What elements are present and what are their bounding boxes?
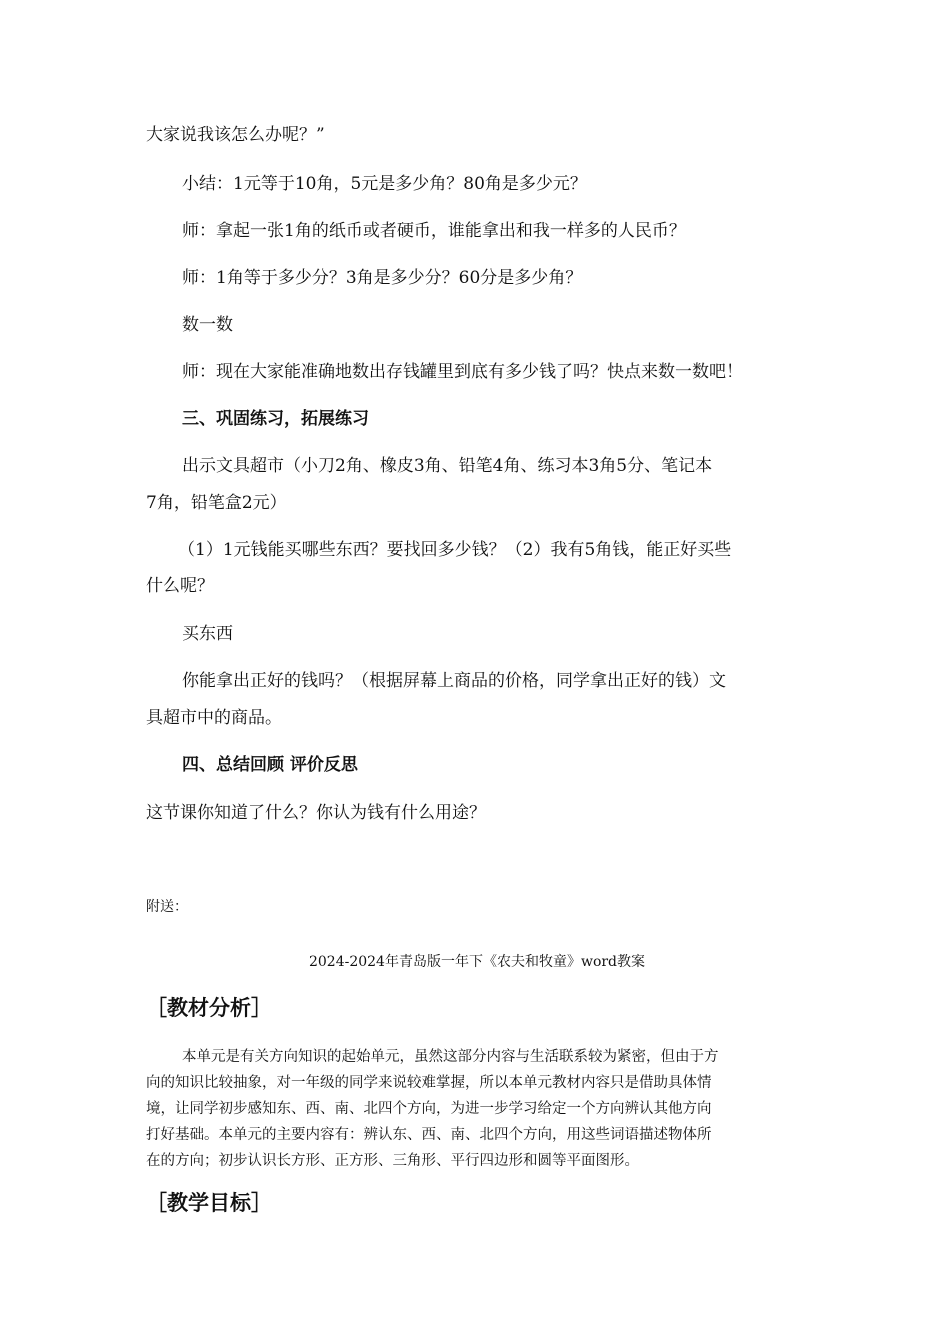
analysis-paragraph xyxy=(146,1044,808,1174)
paragraph-line: 7角，铅笔盒2元） xyxy=(146,493,287,513)
analysis-line: 向的知识比较抽象，对一年级的同学来说较难掌握，所以本单元教材内容只是借助具体情 xyxy=(146,1075,712,1091)
document-title: 2024-2024年青岛版一年下《农夫和牧童》word教案 xyxy=(308,954,646,970)
activity-label: 买东西 xyxy=(182,624,233,644)
teacher-line: 师：拿起一张1角的纸币或者硬币，谁能拿出和我一样多的人民币？ xyxy=(182,221,686,241)
analysis-line: 本单元是有关方向知识的起始单元，虽然这部分内容与生活联系较为紧密，但由于方 xyxy=(182,1049,719,1065)
question-line: （1）1元钱能买哪些东西？要找回多少钱？（2）我有5角钱，能正好买些 xyxy=(178,540,732,560)
section-heading-3: 三、巩固练习，拓展练习 xyxy=(182,409,369,429)
section-heading-analysis: ［教材分析］ xyxy=(146,995,272,1020)
paragraph-line: 出示文具超市（小刀2角、橡皮3角、铅笔4角、练习本3角5分、笔记本 xyxy=(182,456,713,476)
paragraph-line: 你能拿出正好的钱吗？（根据屏幕上商品的价格，同学拿出正好的钱）文 xyxy=(182,671,726,691)
summary-line: 小结：1元等于10角，5元是多少角？80角是多少元？ xyxy=(182,174,587,194)
closing-question: 这节课你知道了什么？你认为钱有什么用途？ xyxy=(146,803,486,823)
teacher-line: 师：现在大家能准确地数出存钱罐里到底有多少钱了吗？快点来数一数吧！ xyxy=(182,362,743,382)
question-line: 什么呢？ xyxy=(146,576,214,596)
text-line: 大家说我该怎么办呢？” xyxy=(146,125,325,145)
section-heading-4: 四、总结回顾 评价反思 xyxy=(182,755,358,775)
teacher-line: 师：1角等于多少分？3角是多少分？60分是多少角？ xyxy=(182,268,583,288)
activity-label: 数一数 xyxy=(182,315,233,335)
analysis-line: 在的方向；初步认识长方形、正方形、三角形、平行四边形和圆等平面图形。 xyxy=(146,1153,639,1169)
section-heading-objectives: ［教学目标］ xyxy=(146,1190,272,1215)
paragraph-line: 具超市中的商品。 xyxy=(146,708,282,728)
analysis-line: 境，让同学初步感知东、西、南、北四个方向，为进一步学习给定一个方向辨认其他方向 xyxy=(146,1101,712,1117)
attachment-label: 附送： xyxy=(146,899,188,915)
analysis-line: 打好基础。本单元的主要内容有：辨认东、西、南、北四个方向，用这些词语描述物体所 xyxy=(146,1127,712,1143)
